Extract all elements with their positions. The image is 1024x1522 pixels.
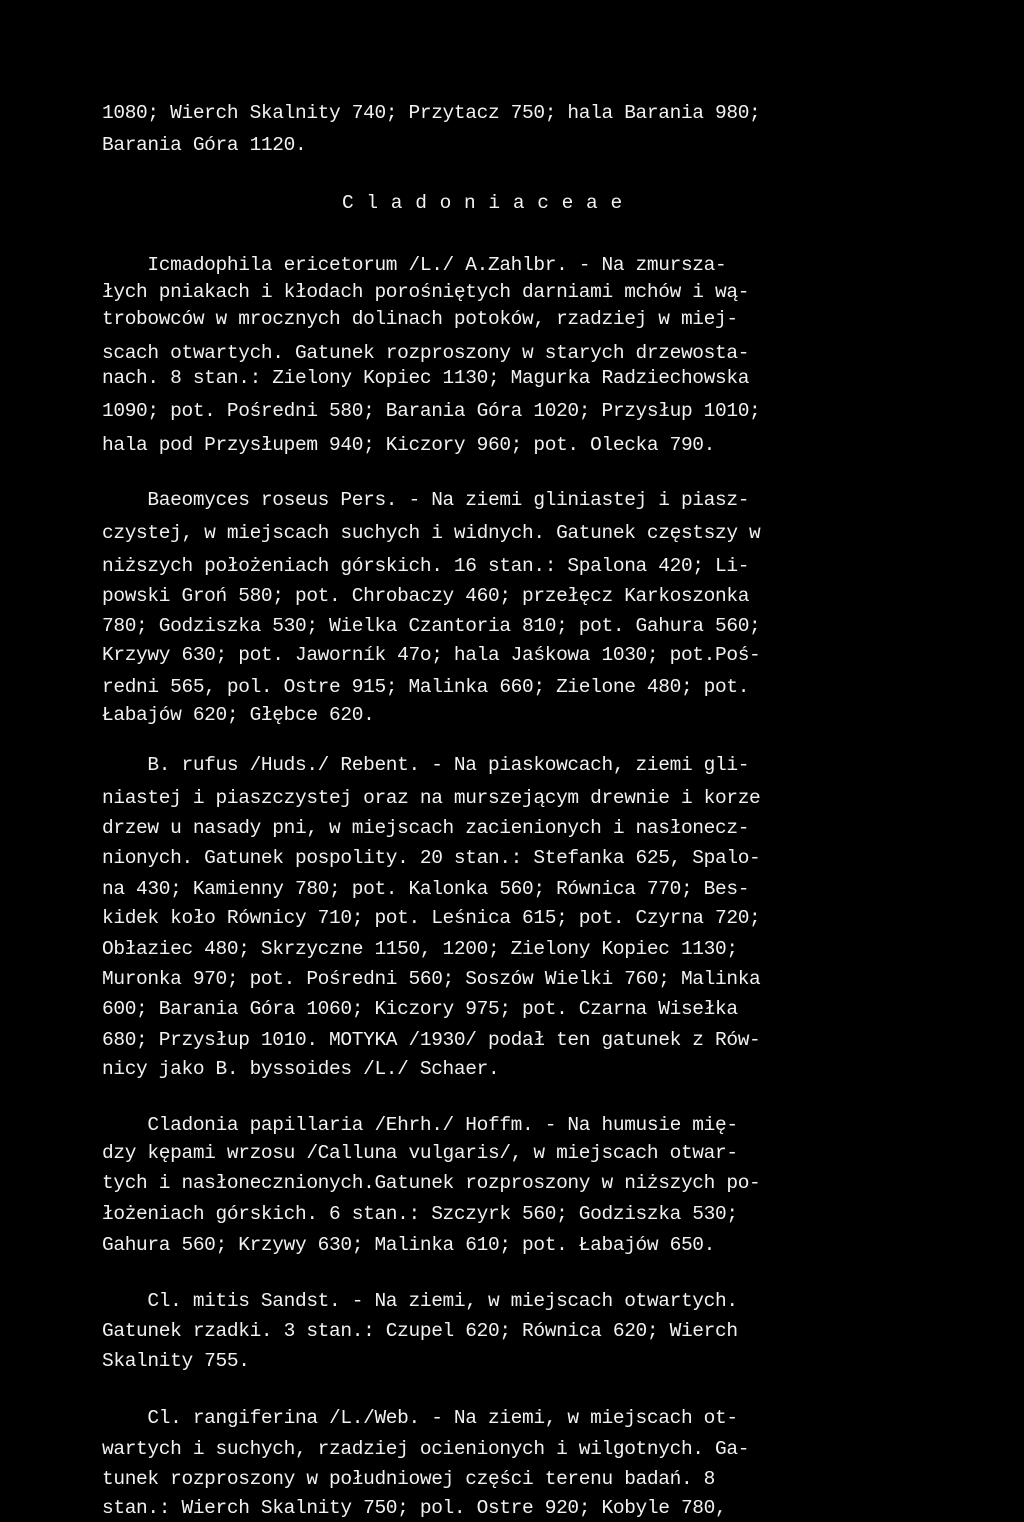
text-line: tunek rozproszony w południowej części terenu badań. 8 bbox=[102, 1468, 716, 1490]
text-line: Gatunek rzadki. 3 stan.: Czupel 620; Równica 620; Wierch bbox=[102, 1320, 738, 1342]
text-line: Obłaziec 480; Skrzyczne 1150, 1200; Zielony Kopiec 1130; bbox=[102, 938, 738, 960]
text-line: niastej i piaszczystej oraz na murszejącym drewnie i korze bbox=[102, 787, 761, 809]
text-line: Gahura 560; Krzywy 630; Malinka 610; pot. Łabajów 650. bbox=[102, 1234, 716, 1256]
text-line: 680; Przysłup 1010. MOTYKA /1930/ podał ten gatunek z Rów- bbox=[102, 1029, 761, 1051]
text-line: trobowców w mrocznych dolinach potoków, rzadziej w miej- bbox=[102, 308, 738, 330]
text-line: B. rufus /Huds./ Rebent. - Na piaskowcach, ziemi gli- bbox=[102, 754, 750, 776]
text-line: drzew u nasady pni, w miejscach zacienionych i nasłonecz- bbox=[102, 817, 750, 839]
text-line: Łabajów 620; Głębce 620. bbox=[102, 704, 375, 726]
text-line: Baeomyces roseus Pers. - Na ziemi gliniastej i piasz- bbox=[102, 489, 750, 511]
text-line: Krzywy 630; pot. Jaworník 47o; hala Jaśkowa 1030; pot.Poś- bbox=[102, 644, 761, 666]
text-line: łych pniakach i kłodach porośniętych darniami mchów i wą- bbox=[102, 281, 750, 303]
text-line: czystej, w miejscach suchych i widnych. Gatunek częstszy w bbox=[102, 522, 761, 544]
text-line: redni 565, pol. Ostre 915; Malinka 660; Zielone 480; pot. bbox=[102, 676, 750, 698]
text-line: Skalnity 755. bbox=[102, 1350, 250, 1372]
text-line: 780; Godziszka 530; Wielka Czantoria 810; pot. Gahura 560; bbox=[102, 615, 761, 637]
text-line: Cladonia papillaria /Ehrh./ Hoffm. - Na humusie mię- bbox=[102, 1114, 738, 1136]
text-line: 1080; Wierch Skalnity 740; Przytacz 750; hala Barania 980; bbox=[102, 102, 761, 124]
text-line: Cl. rangiferina /L./Web. - Na ziemi, w miejscach ot- bbox=[102, 1407, 738, 1429]
text-line: 1090; pot. Pośredni 580; Barania Góra 1020; Przysłup 1010; bbox=[102, 400, 761, 422]
text-line: powski Groń 580; pot. Chrobaczy 460; przełęcz Karkoszonka bbox=[102, 585, 750, 607]
text-line: wartych i suchych, rzadziej ocienionych i wilgotnych. Ga- bbox=[102, 1438, 750, 1460]
text-line: na 430; Kamienny 780; pot. Kalonka 560; Równica 770; Bes- bbox=[102, 878, 750, 900]
text-line: stan.: Wierch Skalnity 750; pol. Ostre 920; Kobyle 780, bbox=[102, 1497, 727, 1519]
text-line: Icmadophila ericetorum /L./ A.Zahlbr. - Na zmursza- bbox=[102, 254, 727, 276]
text-line: niższych położeniach górskich. 16 stan.: Spalona 420; Li- bbox=[102, 555, 750, 577]
text-line: 600; Barania Góra 1060; Kiczory 975; pot. Czarna Wisełka bbox=[102, 998, 738, 1020]
family-heading: C l a d o n i a c e a e bbox=[342, 192, 623, 214]
text-line: hala pod Przysłupem 940; Kiczory 960; pot. Olecka 790. bbox=[102, 434, 716, 456]
text-line: nionych. Gatunek pospolity. 20 stan.: Stefanka 625, Spalo- bbox=[102, 847, 761, 869]
text-line: Barania Góra 1120. bbox=[102, 134, 307, 156]
text-line: scach otwartych. Gatunek rozproszony w starych drzewosta- bbox=[102, 342, 750, 364]
text-line: łożeniach górskich. 6 stan.: Szczyrk 560; Godziszka 530; bbox=[102, 1203, 738, 1225]
text-line: tych i nasłonecznionych.Gatunek rozproszony w niższych po- bbox=[102, 1172, 761, 1194]
text-line: nach. 8 stan.: Zielony Kopiec 1130; Magurka Radziechowska bbox=[102, 367, 750, 389]
text-line: kidek koło Równicy 710; pot. Leśnica 615; pot. Czyrna 720; bbox=[102, 907, 761, 929]
text-line: nicy jako B. byssoides /L./ Schaer. bbox=[102, 1058, 500, 1080]
text-line: dzy kępami wrzosu /Calluna vulgaris/, w miejscach otwar- bbox=[102, 1142, 738, 1164]
text-line: Muronka 970; pot. Pośredni 560; Soszów Wielki 760; Malinka bbox=[102, 968, 761, 990]
text-line: Cl. mitis Sandst. - Na ziemi, w miejscach otwartych. bbox=[102, 1290, 738, 1312]
